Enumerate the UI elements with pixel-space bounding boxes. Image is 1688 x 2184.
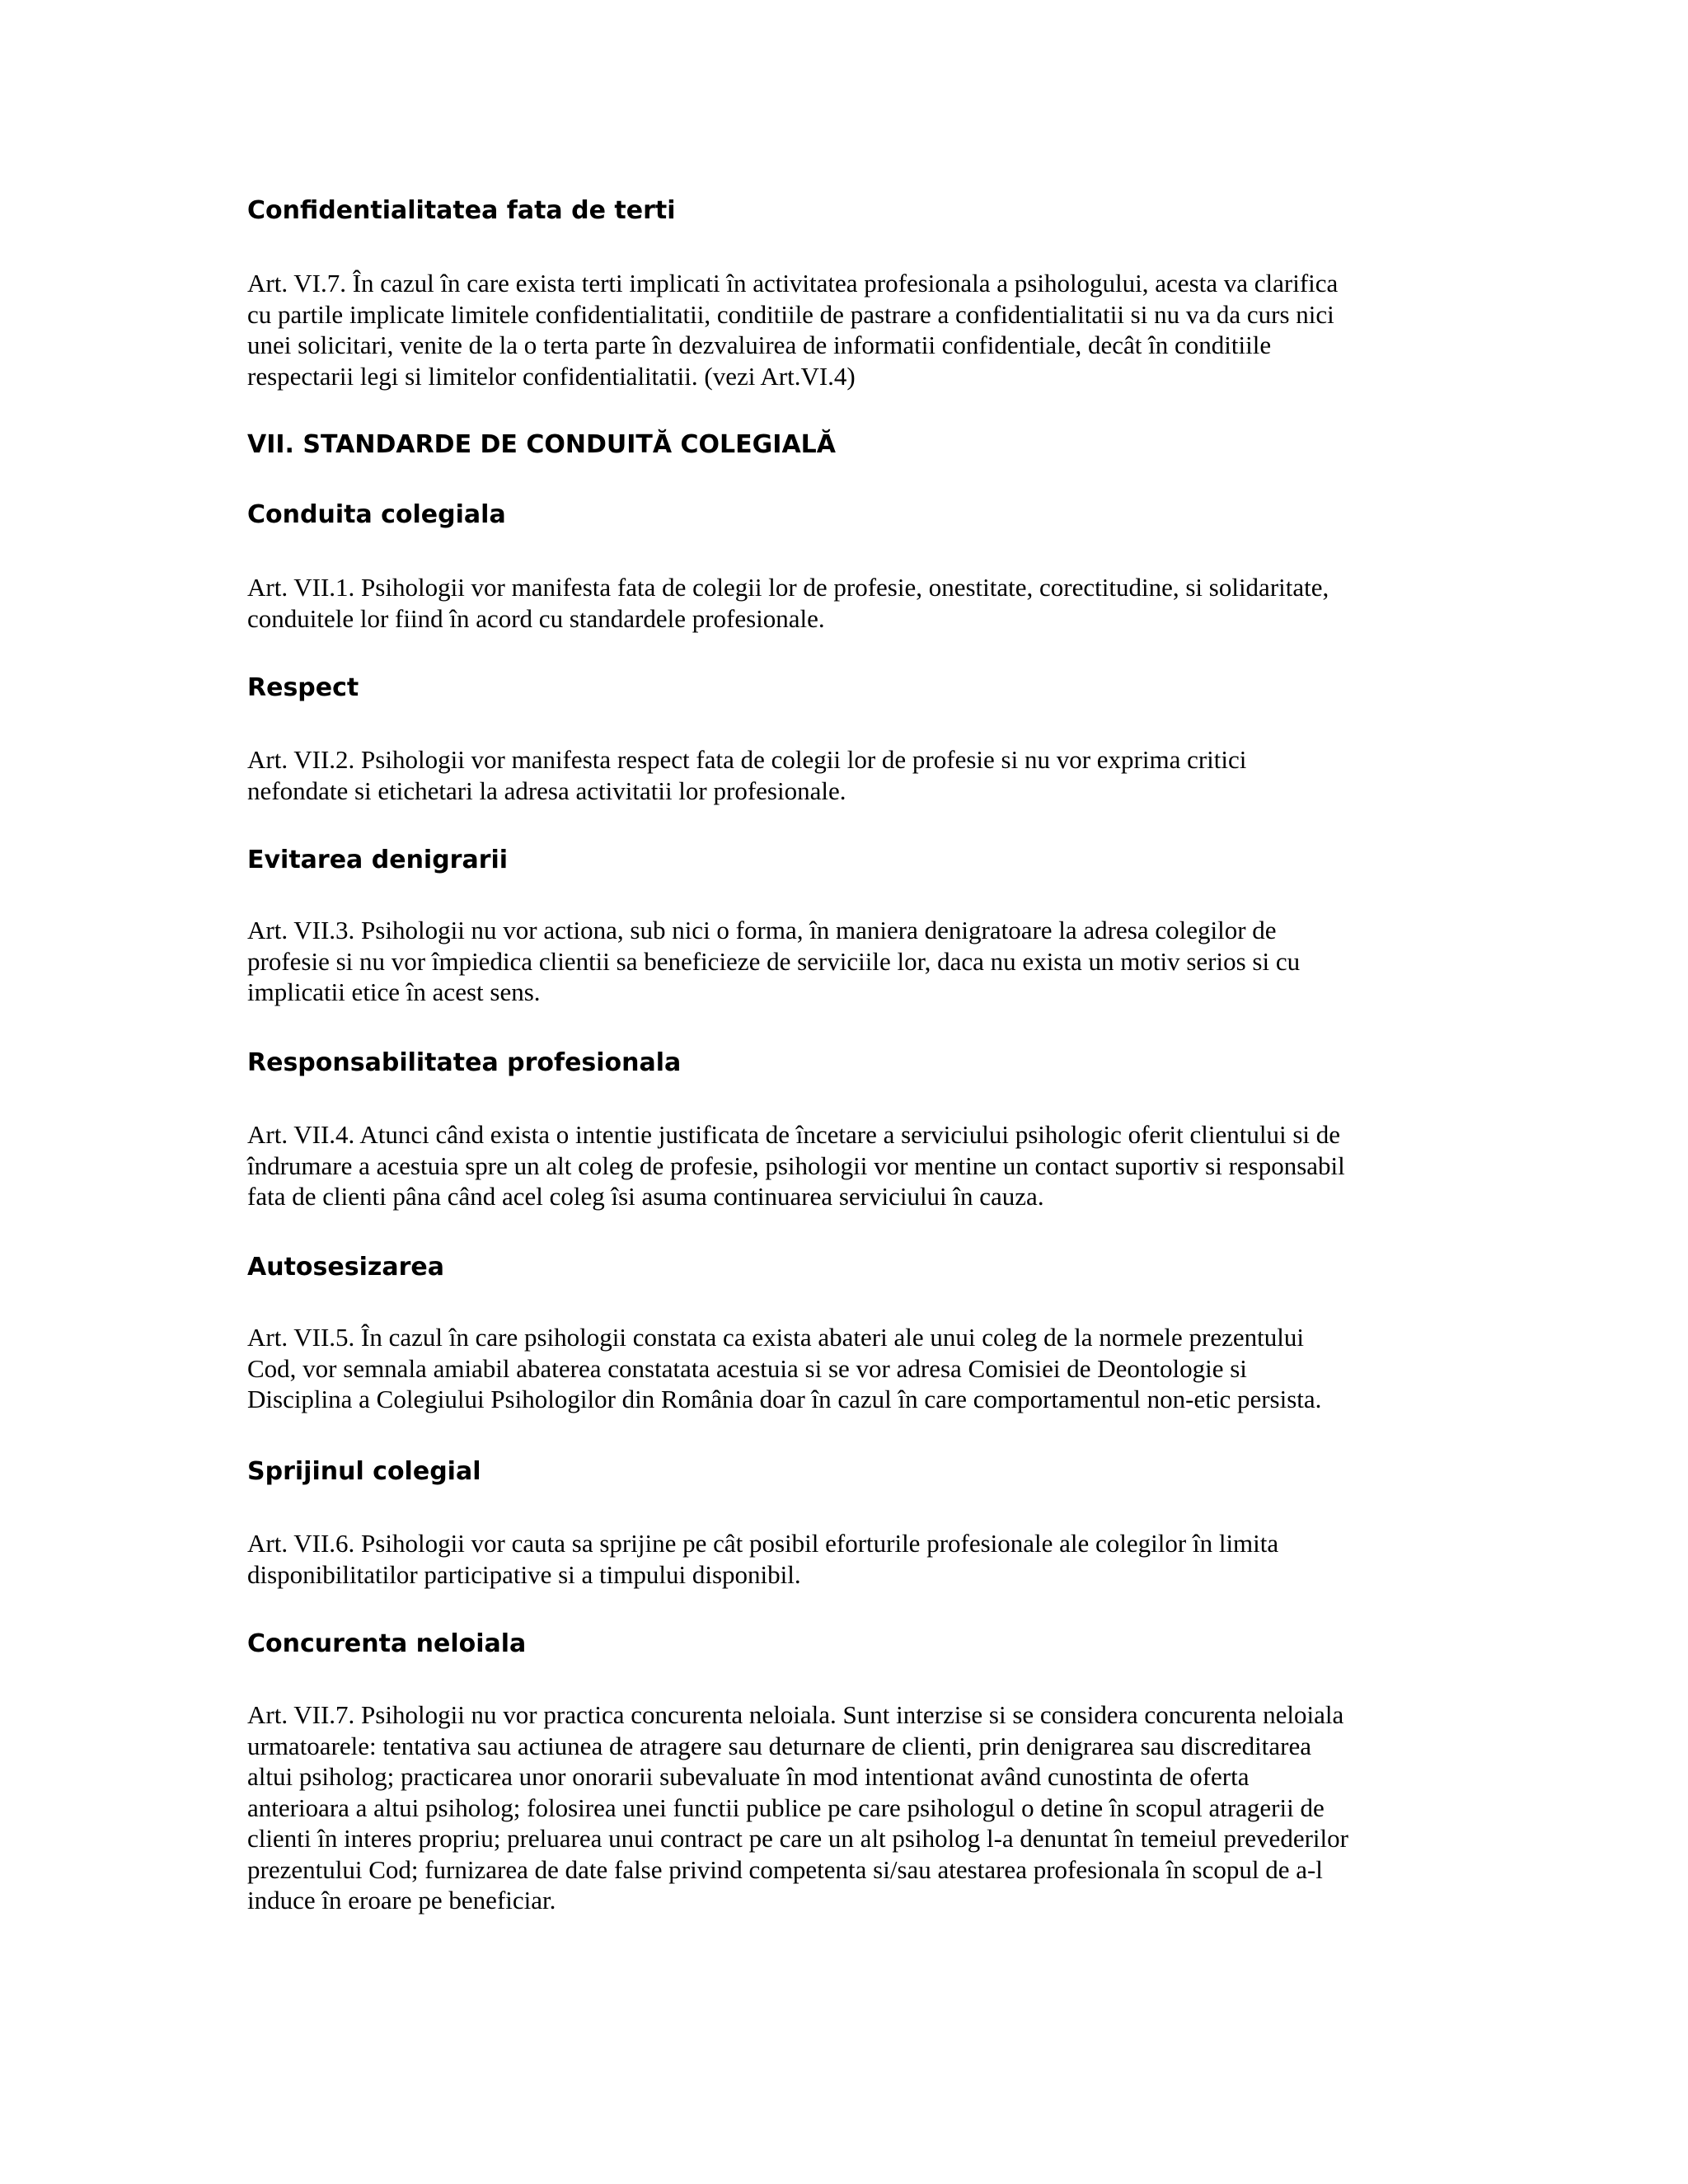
text-line: Art. VII.3. Psihologii nu vor actiona, sub nici o forma, în maniera denigratoare la adresa colegilor de [247, 916, 1277, 944]
text-line: fata de clienti pâna când acel coleg îsi asuma continuarea serviciului în cauza. [247, 1182, 1044, 1211]
text-line: induce în eroare pe beneficiar. [247, 1886, 556, 1915]
text-line: Art. VII.6. Psihologii vor cauta sa sprijine pe cât posibil eforturile profesionale ale colegilor în limita [247, 1529, 1279, 1558]
section-heading-autosesizare: Autosesizarea [247, 1253, 444, 1282]
chapter-heading-vii: VII. STANDARDE DE CONDUITĂ COLEGIALĂ [247, 430, 836, 459]
article-vii-4 [247, 1119, 1467, 1212]
section-heading-concurenta: Concurenta neloiala [247, 1629, 527, 1658]
text-line: Cod, vor semnala amiabil abaterea constatata acestuia si se vor adresa Comisiei de Deontologie si [247, 1353, 1247, 1383]
text-line: îndrumare a acestuia spre un alt coleg de profesie, psihologii vor mentine un contact suportiv si responsabil [247, 1151, 1345, 1180]
article-vii-5 [247, 1322, 1467, 1415]
text-line: disponibilitatilor participative si a timpului disponibil. [247, 1559, 801, 1589]
text-line: nefondate si etichetari la adresa activitatii lor profesionale. [247, 776, 846, 805]
text-line: altui psiholog; practicarea unor onorarii subevaluate în mod intentionat având cunostinta de oferta [247, 1762, 1250, 1791]
article-vi-7 [247, 268, 1467, 391]
text-line: implicatii etice în acest sens. [247, 977, 541, 1006]
text-line: Disciplina a Colegiului Psihologilor din România doar în cazul în care comportamentul non-etic persista. [247, 1385, 1322, 1413]
article-vii-2 [247, 744, 1467, 806]
text-line: Art. VII.2. Psihologii vor manifesta respect fata de colegii lor de profesie si nu vor exprima critici [247, 745, 1247, 774]
text-line: Art. VI.7. În cazul în care exista terti implicati în activitatea profesionala a psihologului, acesta va clarifica [247, 269, 1339, 298]
section-heading-respect: Respect [247, 673, 359, 702]
text-line: conduitele lor fiind în acord cu standardele profesionale. [247, 603, 825, 633]
text-line: urmatoarele: tentativa sau actiunea de atragere sau deturnare de clienti, prin denigrarea sau discreditarea [247, 1731, 1311, 1760]
section-heading-sprijin: Sprijinul colegial [247, 1457, 481, 1486]
text-line: clienti în interes propriu; preluarea unui contract pe care un alt psiholog l-a denuntat în temeiul prevederilor [247, 1824, 1348, 1853]
article-vii-1 [247, 572, 1467, 634]
text-line: Art. VII.7. Psihologii nu vor practica concurenta neloiala. Sunt interzise si se considera concurenta neloiala [247, 1700, 1344, 1729]
text-line: prezentului Cod; furnizarea de date false privind competenta si/sau atestarea profesionala în scopul de a-l [247, 1854, 1323, 1884]
text-line: profesie si nu vor împiedica clientii sa beneficieze de serviciile lor, daca nu exista un motiv serios si cu [247, 946, 1301, 976]
section-heading-conduita: Conduita colegiala [247, 500, 506, 529]
text-line: anterioara a altui psiholog; folosirea unei functii publice pe care psihologul o detine în scopul atragerii de [247, 1793, 1325, 1822]
section-heading-denigrare: Evitarea denigrarii [247, 846, 509, 874]
article-vii-3 [247, 915, 1467, 1008]
text-line: unei solicitari, venite de la o terta parte în dezvaluirea de informatii confidentiale, decât în conditiile [247, 330, 1272, 359]
section-heading-confidentialitate: Confidentialitatea fata de terti [247, 196, 676, 225]
text-line: Art. VII.4. Atunci când exista o intentie justificata de încetare a serviciului psihologic oferit clientului si de [247, 1120, 1341, 1149]
text-line: Art. VII.1. Psihologii vor manifesta fata de colegii lor de profesie, onestitate, corectitudine, si solidaritate, [247, 573, 1329, 602]
text-line: respectarii legi si limitelor confidentialitatii. (vezi Art.VI.4) [247, 361, 856, 391]
article-vii-7 [247, 1699, 1467, 1916]
text-line: cu partile implicate limitele confidentialitatii, conditiile de pastrare a confidentialitatii si nu va da curs nici [247, 299, 1334, 329]
section-heading-responsabilitate: Responsabilitatea profesionala [247, 1048, 682, 1077]
text-line: Art. VII.5. În cazul în care psihologii constata ca exista abateri ale unui coleg de la normele prezentului [247, 1323, 1304, 1352]
article-vii-6 [247, 1528, 1467, 1590]
